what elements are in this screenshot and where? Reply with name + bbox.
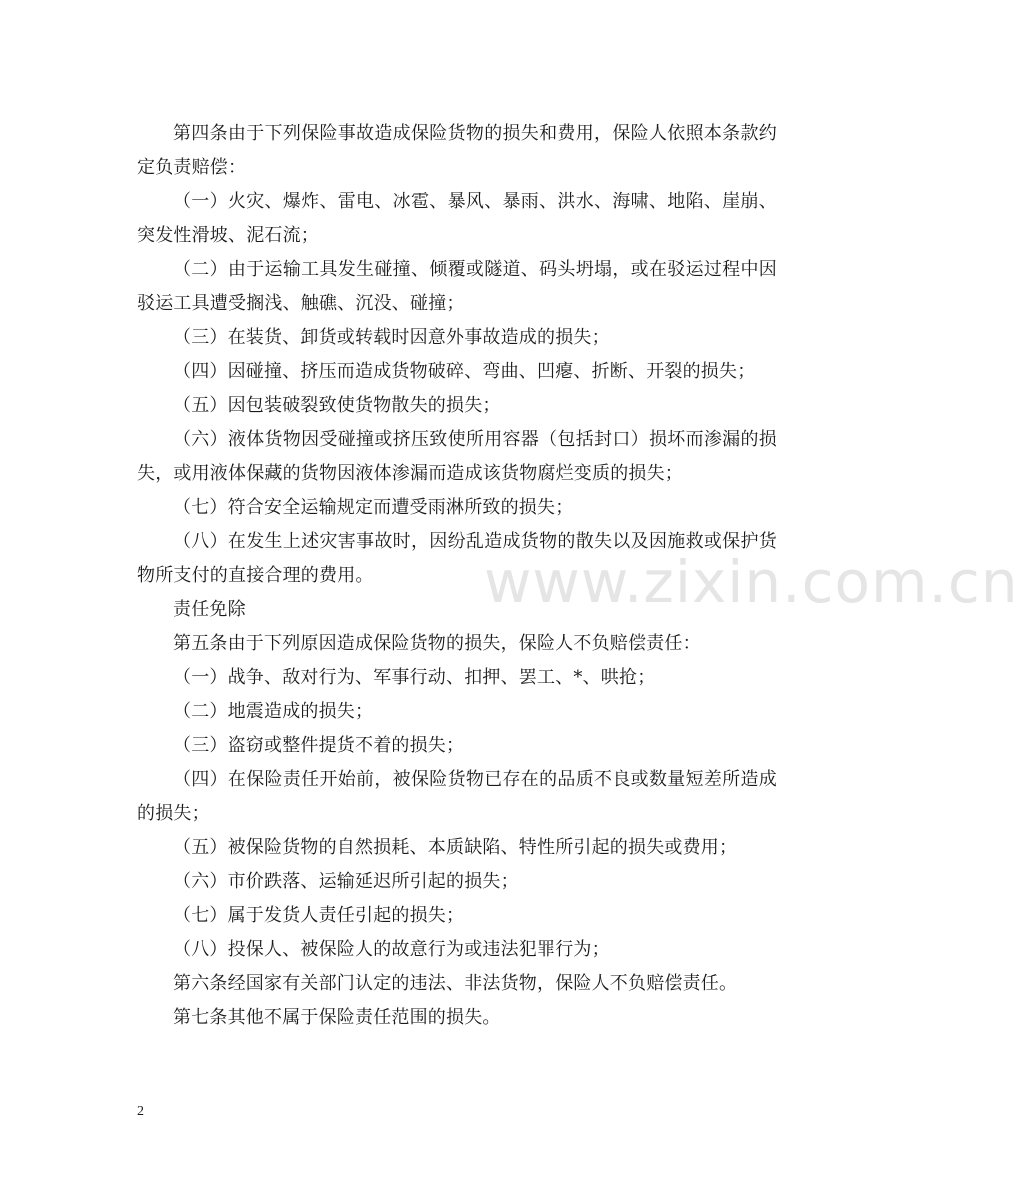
paragraph-clause-4-5: （五）因包装破裂致使货物散失的损失； <box>173 395 501 416</box>
paragraph-clause-4-4: （四）因碰撞、挤压而造成货物破碎、弯曲、凹瘪、折断、开裂的损失； <box>173 361 756 382</box>
paragraph-clause-4-8: （八）在发生上述灾害事故时，因纷乱造成货物的散失以及因施救或保护货物所支付的直接合理的费用。 <box>137 531 777 586</box>
paragraph-clause-4-7: （七）符合安全运输规定而遭受雨淋所致的损失； <box>173 497 574 518</box>
paragraph-article-6: 第六条经国家有关部门认定的违法、非法货物，保险人不负赔偿责任。 <box>173 973 738 994</box>
paragraph-clause-5-6: （六）市价跌落、运输延迟所引起的损失； <box>173 871 519 892</box>
paragraph-clause-5-5: （五）被保险货物的自然损耗、本质缺陷、特性所引起的损失或费用； <box>173 837 738 858</box>
paragraph-clause-5-2: （二）地震造成的损失； <box>173 701 374 722</box>
paragraph-clause-5-4: （四）在保险责任开始前，被保险货物已存在的品质不良或数量短差所造成的损失； <box>137 769 777 824</box>
paragraph-clause-4-1: （一）火灾、爆炸、雷电、冰雹、暴风、暴雨、洪水、海啸、地陷、崖崩、突发性滑坡、泥石流； <box>137 191 777 246</box>
paragraph-article-4: 第四条由于下列保险事故造成保险货物的损失和费用，保险人依照本条款约定负责赔偿： <box>137 123 777 178</box>
paragraph-clause-4-2: （二）由于运输工具发生碰撞、倾覆或隧道、码头坍塌，或在驳运过程中因驳运工具遭受搁浅、触礁、沉没、碰撞； <box>137 259 777 314</box>
paragraph-clause-4-3: （三）在装货、卸货或转载时因意外事故造成的损失； <box>173 327 610 348</box>
paragraph-clause-5-3: （三）盗窃或整件提货不着的损失； <box>173 735 465 756</box>
page-number: 2 <box>137 1104 144 1119</box>
paragraph-clause-5-1: （一）战争、敌对行为、军事行动、扣押、罢工、*、哄抢； <box>173 667 656 688</box>
watermark: www.zixin.com.cn <box>484 548 1019 616</box>
document-body <box>137 117 777 1035</box>
section-heading-exclusions: 责任免除 <box>173 599 246 620</box>
paragraph-article-7: 第七条其他不属于保险责任范围的损失。 <box>173 1007 501 1028</box>
paragraph-clause-5-7: （七）属于发货人责任引起的损失； <box>173 905 465 926</box>
paragraph-clause-5-8: （八）投保人、被保险人的故意行为或违法犯罪行为； <box>173 939 610 960</box>
paragraph-article-5: 第五条由于下列原因造成保险货物的损失，保险人不负赔偿责任： <box>173 633 701 654</box>
paragraph-clause-4-6: （六）液体货物因受碰撞或挤压致使所用容器（包括封口）损坏而渗漏的损失，或用液体保藏的货物因液体渗漏而造成该货物腐烂变质的损失； <box>137 429 777 484</box>
